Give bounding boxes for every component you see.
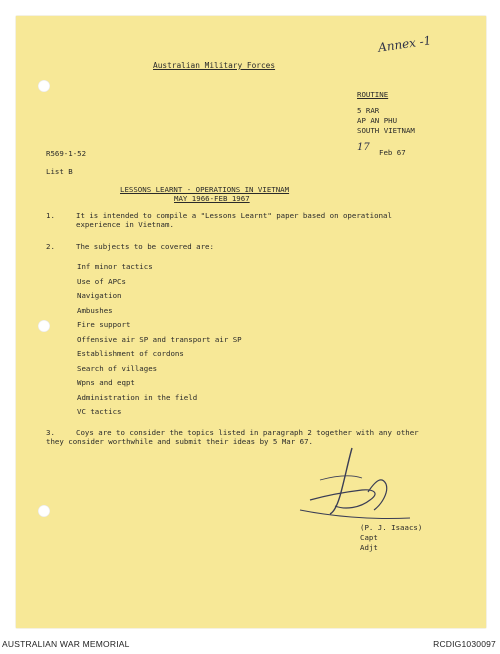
archive-credit: AUSTRALIAN WAR MEMORIAL [2,639,130,649]
reference-number: R569-1-52 [46,149,87,158]
list-item: VC tactics [77,407,122,416]
punch-hole [38,80,50,92]
list-item: Use of APCs [77,277,126,286]
para1-number: 1. [46,211,55,220]
list-item: Ambushes [77,306,113,315]
list-item: Navigation [77,291,122,300]
record-id: RCDIG1030097 [433,639,496,649]
title-line-2: MAY 1966-FEB 1967 [174,194,250,203]
para3-number: 3. [46,428,55,437]
signatory-role: Adjt [360,543,378,552]
signatory-name: (P. J. Isaacs) [360,523,423,532]
list-item: Establishment of cordons [77,349,184,358]
list-item: Search of villages [77,364,158,373]
para3-text: Coys are to consider the topics listed in paragraph 2 together with any other they consider worthwhile and submit their ideas by 5 Mar 67. [46,428,419,446]
unit-line-3: SOUTH VIETNAM [357,126,415,135]
list-item: Offensive air SP and transport air SP [77,335,242,344]
list-item: Fire support [77,320,131,329]
unit-line-1: 5 RAR [357,106,380,115]
punch-hole [38,320,50,332]
document-heading: Australian Military Forces [153,61,276,70]
distribution-list: List B [46,167,73,176]
handwritten-annotation: Annex -1 [377,33,433,55]
signature-icon [290,440,460,530]
title-line-1: LESSONS LEARNT - OPERATIONS IN VIETNAM [120,185,290,194]
handwritten-date-day: 17 [357,142,370,153]
para2-text: The subjects to be covered are: [76,242,214,251]
list-item: Inf minor tactics [77,262,153,271]
signatory-rank: Capt [360,533,378,542]
para1-text: It is intended to compile a "Lessons Learnt" paper based on operational experience in Vietnam. [76,211,392,229]
list-item: Wpns and eqpt [77,378,135,387]
document-date: Feb 67 [379,148,406,157]
punch-hole [38,505,50,517]
classification: ROUTINE [357,90,389,99]
list-item: Administration in the field [77,393,198,402]
unit-line-2: AP AN PHU [357,116,398,125]
para2-number: 2. [46,242,55,251]
